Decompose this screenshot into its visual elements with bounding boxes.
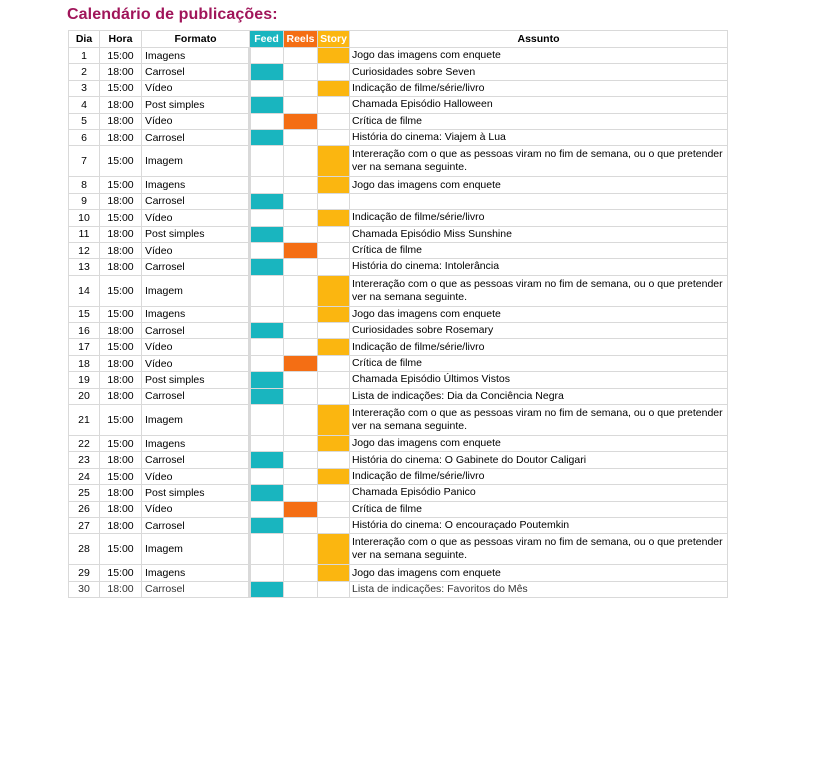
cell-formato[interactable]: Imagem	[142, 146, 250, 177]
table-row	[69, 388, 728, 404]
cell-hora[interactable]: 15:00	[100, 534, 142, 565]
cell-feed[interactable]	[250, 129, 284, 145]
cell-story[interactable]	[318, 306, 350, 322]
cell-hora[interactable]: 15:00	[100, 565, 142, 581]
table-row	[69, 80, 728, 96]
cell-reels[interactable]	[284, 177, 318, 193]
cell-reels[interactable]	[284, 48, 318, 64]
cell-reels[interactable]	[284, 275, 318, 306]
cell-reels[interactable]	[284, 226, 318, 242]
cell-formato[interactable]: Vídeo	[142, 210, 250, 226]
cell-dia[interactable]: 28	[69, 534, 100, 565]
cell-assunto[interactable]: Intereração com o que as pessoas viram no fim de semana, ou o que pretender ver na semana seguinte.	[350, 146, 728, 177]
cell-dia[interactable]: 17	[69, 339, 100, 355]
table-row	[69, 405, 728, 436]
cell-reels[interactable]	[284, 193, 318, 209]
cell-story[interactable]	[318, 48, 350, 64]
cell-feed[interactable]	[250, 405, 284, 436]
cell-hora[interactable]: 18:00	[100, 64, 142, 80]
cell-story[interactable]	[318, 468, 350, 484]
cell-hora[interactable]: 18:00	[100, 388, 142, 404]
table-row	[69, 355, 728, 371]
table-row	[69, 339, 728, 355]
cell-assunto[interactable]	[350, 193, 728, 209]
cell-dia[interactable]: 25	[69, 485, 100, 501]
cell-dia[interactable]: 4	[69, 97, 100, 113]
cell-reels[interactable]	[284, 97, 318, 113]
cell-assunto[interactable]: História do cinema: Viajem à Lua	[350, 129, 728, 145]
table-row	[69, 97, 728, 113]
cell-feed[interactable]	[250, 275, 284, 306]
cell-hora[interactable]: 15:00	[100, 405, 142, 436]
cell-feed[interactable]	[250, 534, 284, 565]
cell-dia[interactable]: 10	[69, 210, 100, 226]
cell-reels[interactable]	[284, 210, 318, 226]
cell-reels[interactable]	[284, 565, 318, 581]
cell-formato[interactable]: Carrosel	[142, 581, 250, 597]
cell-feed[interactable]	[250, 64, 284, 80]
cell-assunto[interactable]: Jogo das imagens com enquete	[350, 177, 728, 193]
cell-assunto[interactable]: Intereração com o que as pessoas viram no fim de semana, ou o que pretender ver na semana seguinte.	[350, 275, 728, 306]
cell-dia[interactable]: 27	[69, 517, 100, 533]
cell-dia[interactable]: 11	[69, 226, 100, 242]
cell-hora[interactable]: 15:00	[100, 468, 142, 484]
cell-feed[interactable]	[250, 210, 284, 226]
cell-hora[interactable]: 18:00	[100, 355, 142, 371]
cell-formato[interactable]: Imagem	[142, 275, 250, 306]
cell-reels[interactable]	[284, 517, 318, 533]
table-row	[69, 48, 728, 64]
cell-formato[interactable]: Imagens	[142, 48, 250, 64]
cell-hora[interactable]: 18:00	[100, 113, 142, 129]
header-assunto[interactable]: Assunto	[350, 31, 728, 48]
cell-feed[interactable]	[250, 517, 284, 533]
header-dia[interactable]: Dia	[69, 31, 100, 48]
cell-feed[interactable]	[250, 193, 284, 209]
cell-hora[interactable]: 15:00	[100, 48, 142, 64]
cell-story[interactable]	[318, 534, 350, 565]
cell-assunto[interactable]: Chamada Episódio Últimos Vistos	[350, 372, 728, 388]
table-row	[69, 323, 728, 339]
cell-hora[interactable]: 18:00	[100, 517, 142, 533]
cell-hora[interactable]: 18:00	[100, 581, 142, 597]
cell-reels[interactable]	[284, 355, 318, 371]
cell-hora[interactable]: 15:00	[100, 436, 142, 452]
table-row	[69, 129, 728, 145]
cell-feed[interactable]	[250, 372, 284, 388]
cell-feed[interactable]	[250, 306, 284, 322]
cell-formato[interactable]: Post simples	[142, 372, 250, 388]
cell-formato[interactable]: Post simples	[142, 485, 250, 501]
cell-feed[interactable]	[250, 323, 284, 339]
table-row	[69, 113, 728, 129]
cell-feed[interactable]	[250, 581, 284, 597]
cell-feed[interactable]	[250, 339, 284, 355]
cell-feed[interactable]	[250, 388, 284, 404]
cell-dia[interactable]: 15	[69, 306, 100, 322]
cell-formato[interactable]: Vídeo	[142, 80, 250, 96]
table-row	[69, 517, 728, 533]
cell-dia[interactable]: 23	[69, 452, 100, 468]
cell-assunto[interactable]: Crítica de filme	[350, 501, 728, 517]
cell-reels[interactable]	[284, 436, 318, 452]
cell-story[interactable]	[318, 242, 350, 258]
cell-feed[interactable]	[250, 501, 284, 517]
table-row	[69, 210, 728, 226]
header-story[interactable]: Story	[318, 31, 350, 48]
cell-dia[interactable]: 6	[69, 129, 100, 145]
cell-feed[interactable]	[250, 436, 284, 452]
cell-story[interactable]	[318, 565, 350, 581]
cell-reels[interactable]	[284, 452, 318, 468]
cell-formato[interactable]: Carrosel	[142, 452, 250, 468]
cell-assunto[interactable]: História do cinema: O Gabinete do Doutor Caligari	[350, 452, 728, 468]
cell-assunto[interactable]: Jogo das imagens com enquete	[350, 48, 728, 64]
table-row	[69, 193, 728, 209]
cell-story[interactable]	[318, 64, 350, 80]
cell-formato[interactable]: Imagem	[142, 534, 250, 565]
cell-dia[interactable]: 14	[69, 275, 100, 306]
cell-story[interactable]	[318, 372, 350, 388]
cell-formato[interactable]: Carrosel	[142, 64, 250, 80]
cell-formato[interactable]: Vídeo	[142, 355, 250, 371]
cell-assunto[interactable]: Indicação de filme/série/livro	[350, 339, 728, 355]
cell-dia[interactable]: 29	[69, 565, 100, 581]
cell-reels[interactable]	[284, 323, 318, 339]
cell-formato[interactable]: Carrosel	[142, 388, 250, 404]
cell-formato[interactable]: Imagens	[142, 436, 250, 452]
cell-reels[interactable]	[284, 146, 318, 177]
cell-reels[interactable]	[284, 259, 318, 275]
cell-assunto[interactable]: Indicação de filme/série/livro	[350, 80, 728, 96]
cell-feed[interactable]	[250, 259, 284, 275]
cell-assunto[interactable]: Jogo das imagens com enquete	[350, 306, 728, 322]
header-hora[interactable]: Hora	[100, 31, 142, 48]
cell-assunto[interactable]: Chamada Episódio Halloween	[350, 97, 728, 113]
cell-dia[interactable]: 26	[69, 501, 100, 517]
table-row	[69, 242, 728, 258]
cell-formato[interactable]: Carrosel	[142, 129, 250, 145]
cell-reels[interactable]	[284, 129, 318, 145]
header-reels[interactable]: Reels	[284, 31, 318, 48]
table-row	[69, 275, 728, 306]
cell-dia[interactable]: 5	[69, 113, 100, 129]
cell-story[interactable]	[318, 452, 350, 468]
cell-hora[interactable]: 18:00	[100, 129, 142, 145]
cell-assunto[interactable]: Crítica de filme	[350, 242, 728, 258]
cell-dia[interactable]: 20	[69, 388, 100, 404]
cell-reels[interactable]	[284, 534, 318, 565]
cell-formato[interactable]: Post simples	[142, 226, 250, 242]
cell-feed[interactable]	[250, 226, 284, 242]
table-row	[69, 146, 728, 177]
cell-dia[interactable]: 12	[69, 242, 100, 258]
cell-reels[interactable]	[284, 242, 318, 258]
cell-formato[interactable]: Vídeo	[142, 113, 250, 129]
cell-hora[interactable]: 18:00	[100, 193, 142, 209]
cell-dia[interactable]: 13	[69, 259, 100, 275]
cell-story[interactable]	[318, 177, 350, 193]
cell-feed[interactable]	[250, 468, 284, 484]
table-row	[69, 259, 728, 275]
cell-formato[interactable]: Vídeo	[142, 501, 250, 517]
table-row	[69, 452, 728, 468]
cell-hora[interactable]: 15:00	[100, 210, 142, 226]
cell-feed[interactable]	[250, 80, 284, 96]
cell-story[interactable]	[318, 146, 350, 177]
cell-reels[interactable]	[284, 388, 318, 404]
cell-formato[interactable]: Imagens	[142, 565, 250, 581]
cell-story[interactable]	[318, 210, 350, 226]
cell-feed[interactable]	[250, 452, 284, 468]
cell-reels[interactable]	[284, 339, 318, 355]
cell-hora[interactable]: 15:00	[100, 275, 142, 306]
cell-formato[interactable]: Vídeo	[142, 242, 250, 258]
cell-dia[interactable]: 2	[69, 64, 100, 80]
cell-feed[interactable]	[250, 97, 284, 113]
table-row	[69, 581, 728, 597]
cell-assunto[interactable]: História do cinema: Intolerância	[350, 259, 728, 275]
table-row	[69, 534, 728, 565]
cell-formato[interactable]: Imagens	[142, 306, 250, 322]
cell-story[interactable]	[318, 259, 350, 275]
cell-story[interactable]	[318, 113, 350, 129]
cell-hora[interactable]: 15:00	[100, 177, 142, 193]
table-row	[69, 64, 728, 80]
cell-story[interactable]	[318, 501, 350, 517]
cell-feed[interactable]	[250, 177, 284, 193]
cell-reels[interactable]	[284, 306, 318, 322]
cell-story[interactable]	[318, 80, 350, 96]
cell-dia[interactable]: 9	[69, 193, 100, 209]
cell-story[interactable]	[318, 517, 350, 533]
publication-calendar-table	[68, 30, 728, 598]
cell-hora[interactable]: 15:00	[100, 146, 142, 177]
cell-feed[interactable]	[250, 355, 284, 371]
cell-assunto[interactable]: Intereração com o que as pessoas viram no fim de semana, ou o que pretender ver na semana seguinte.	[350, 534, 728, 565]
table-row	[69, 468, 728, 484]
cell-assunto[interactable]: Curiosidades sobre Rosemary	[350, 323, 728, 339]
cell-dia[interactable]: 8	[69, 177, 100, 193]
cell-assunto[interactable]: Intereração com o que as pessoas viram no fim de semana, ou o que pretender ver na semana seguinte.	[350, 405, 728, 436]
cell-assunto[interactable]: Indicação de filme/série/livro	[350, 468, 728, 484]
cell-feed[interactable]	[250, 565, 284, 581]
cell-dia[interactable]: 24	[69, 468, 100, 484]
table-row	[69, 436, 728, 452]
cell-formato[interactable]: Imagens	[142, 177, 250, 193]
cell-dia[interactable]: 7	[69, 146, 100, 177]
header-row	[69, 31, 728, 48]
cell-hora[interactable]: 18:00	[100, 452, 142, 468]
cell-hora[interactable]: 18:00	[100, 226, 142, 242]
cell-hora[interactable]: 18:00	[100, 259, 142, 275]
cell-assunto[interactable]: Crítica de filme	[350, 113, 728, 129]
table-row	[69, 565, 728, 581]
cell-assunto[interactable]: Jogo das imagens com enquete	[350, 565, 728, 581]
cell-formato[interactable]: Carrosel	[142, 323, 250, 339]
header-feed[interactable]: Feed	[250, 31, 284, 48]
cell-dia[interactable]: 1	[69, 48, 100, 64]
cell-story[interactable]	[318, 388, 350, 404]
cell-story[interactable]	[318, 581, 350, 597]
cell-formato[interactable]: Carrosel	[142, 517, 250, 533]
table-row	[69, 501, 728, 517]
cell-reels[interactable]	[284, 468, 318, 484]
cell-assunto[interactable]: Chamada Episódio Panico	[350, 485, 728, 501]
cell-reels[interactable]	[284, 372, 318, 388]
cell-reels[interactable]	[284, 581, 318, 597]
cell-formato[interactable]: Vídeo	[142, 468, 250, 484]
cell-hora[interactable]: 15:00	[100, 80, 142, 96]
cell-hora[interactable]: 18:00	[100, 97, 142, 113]
cell-dia[interactable]: 30	[69, 581, 100, 597]
cell-story[interactable]	[318, 485, 350, 501]
header-formato[interactable]: Formato	[142, 31, 250, 48]
cell-assunto[interactable]: Crítica de filme	[350, 355, 728, 371]
cell-hora[interactable]: 18:00	[100, 242, 142, 258]
cell-reels[interactable]	[284, 113, 318, 129]
cell-formato[interactable]: Carrosel	[142, 259, 250, 275]
cell-story[interactable]	[318, 97, 350, 113]
cell-assunto[interactable]: Lista de indicações: Favoritos do Mês	[350, 581, 728, 597]
cell-hora[interactable]: 15:00	[100, 339, 142, 355]
cell-story[interactable]	[318, 355, 350, 371]
table-row	[69, 226, 728, 242]
cell-dia[interactable]: 22	[69, 436, 100, 452]
cell-story[interactable]	[318, 226, 350, 242]
cell-story[interactable]	[318, 436, 350, 452]
cell-hora[interactable]: 15:00	[100, 306, 142, 322]
cell-feed[interactable]	[250, 485, 284, 501]
cell-feed[interactable]	[250, 146, 284, 177]
cell-dia[interactable]: 19	[69, 372, 100, 388]
page-title: Calendário de publicações:	[67, 6, 278, 23]
table-row	[69, 306, 728, 322]
cell-reels[interactable]	[284, 405, 318, 436]
cell-assunto[interactable]: Chamada Episódio Miss Sunshine	[350, 226, 728, 242]
cell-assunto[interactable]: História do cinema: O encouraçado Poutemkin	[350, 517, 728, 533]
cell-assunto[interactable]: Indicação de filme/série/livro	[350, 210, 728, 226]
cell-dia[interactable]: 16	[69, 323, 100, 339]
cell-story[interactable]	[318, 339, 350, 355]
table-row	[69, 485, 728, 501]
cell-formato[interactable]: Imagem	[142, 405, 250, 436]
cell-hora[interactable]: 18:00	[100, 323, 142, 339]
cell-formato[interactable]: Carrosel	[142, 193, 250, 209]
cell-story[interactable]	[318, 405, 350, 436]
cell-reels[interactable]	[284, 64, 318, 80]
cell-assunto[interactable]: Curiosidades sobre Seven	[350, 64, 728, 80]
cell-story[interactable]	[318, 129, 350, 145]
cell-hora[interactable]: 18:00	[100, 501, 142, 517]
table-row	[69, 372, 728, 388]
cell-dia[interactable]: 18	[69, 355, 100, 371]
cell-assunto[interactable]: Lista de indicações: Dia da Conciência Negra	[350, 388, 728, 404]
cell-hora[interactable]: 18:00	[100, 485, 142, 501]
cell-assunto[interactable]: Jogo das imagens com enquete	[350, 436, 728, 452]
cell-story[interactable]	[318, 275, 350, 306]
cell-reels[interactable]	[284, 501, 318, 517]
cell-hora[interactable]: 18:00	[100, 372, 142, 388]
table-row	[69, 177, 728, 193]
cell-formato[interactable]: Post simples	[142, 97, 250, 113]
cell-story[interactable]	[318, 323, 350, 339]
cell-feed[interactable]	[250, 48, 284, 64]
cell-reels[interactable]	[284, 485, 318, 501]
cell-story[interactable]	[318, 193, 350, 209]
cell-reels[interactable]	[284, 80, 318, 96]
cell-dia[interactable]: 21	[69, 405, 100, 436]
cell-feed[interactable]	[250, 242, 284, 258]
cell-feed[interactable]	[250, 113, 284, 129]
cell-dia[interactable]: 3	[69, 80, 100, 96]
cell-formato[interactable]: Vídeo	[142, 339, 250, 355]
